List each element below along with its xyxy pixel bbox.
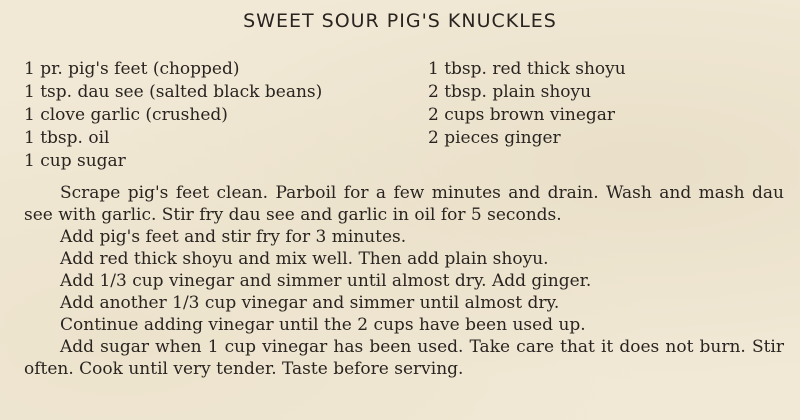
ingredient-item: 1 cup sugar xyxy=(24,151,126,171)
instruction-paragraph: Add another 1/3 cup vinegar and simmer until almost dry. xyxy=(60,293,560,313)
ingredients-right-column xyxy=(428,58,626,150)
ingredient-item: 1 tbsp. oil xyxy=(24,128,110,148)
instruction-paragraph: Add 1/3 cup vinegar and simmer until almost dry. Add ginger. xyxy=(60,271,592,291)
instruction-paragraph: Add sugar when 1 cup vinegar has been used. Take care that it does not burn. Stir often. Cook until very tender. Taste before serving. xyxy=(24,337,784,379)
recipe-title: SWEET SOUR PIG'S KNUCKLES xyxy=(243,10,557,32)
instruction-paragraph: Scrape pig's feet clean. Parboil for a few minutes and drain. Wash and mash dau see with garlic. Stir fry dau see and garlic in oil for 5 seconds. xyxy=(24,183,784,225)
ingredient-item: 1 pr. pig's feet (chopped) xyxy=(24,59,240,79)
instruction-paragraph: Continue adding vinegar until the 2 cups have been used up. xyxy=(60,315,586,335)
ingredient-item: 1 clove garlic (crushed) xyxy=(24,105,228,125)
ingredient-item: 1 tsp. dau see (salted black beans) xyxy=(24,82,323,102)
ingredient-item: 1 tbsp. red thick shoyu xyxy=(428,59,626,79)
ingredient-item: 2 pieces ginger xyxy=(428,128,561,148)
ingredient-item: 2 cups brown vinegar xyxy=(428,105,616,125)
instructions xyxy=(24,182,784,380)
ingredients-left-column xyxy=(24,58,322,173)
instruction-paragraph: Add pig's feet and stir fry for 3 minutes. xyxy=(60,227,407,247)
ingredient-item: 2 tbsp. plain shoyu xyxy=(428,82,592,102)
instruction-paragraph: Add red thick shoyu and mix well. Then add plain shoyu. xyxy=(60,249,549,269)
